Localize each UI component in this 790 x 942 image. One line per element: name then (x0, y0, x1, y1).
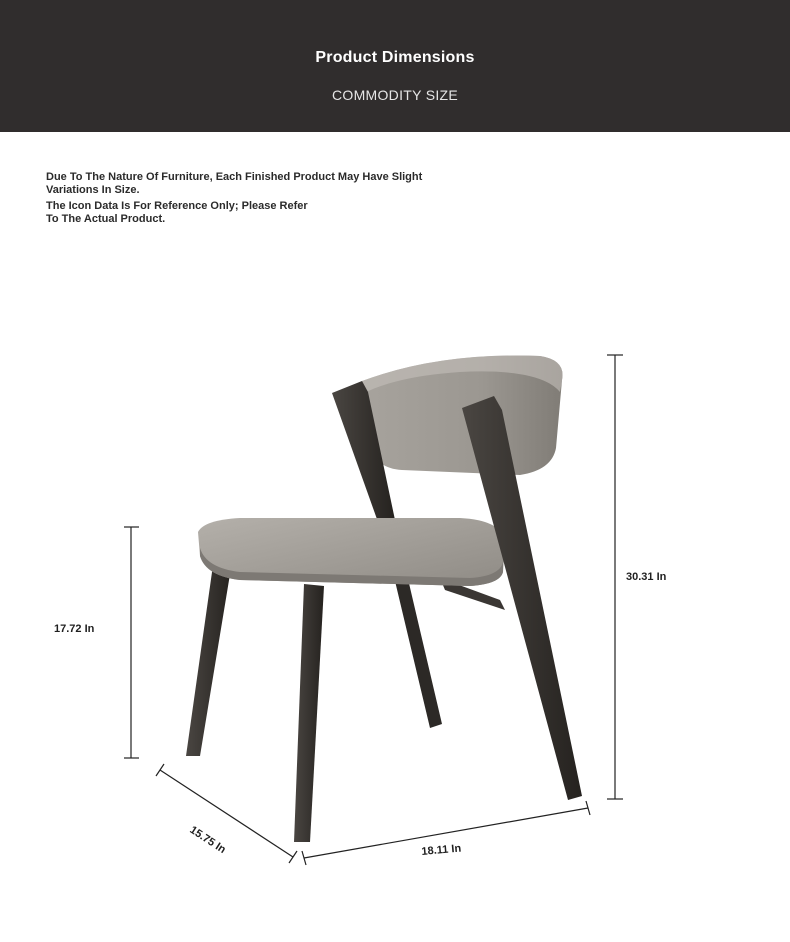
depth-label: 15.75 In (187, 824, 228, 857)
seat-height-label: 17.72 In (54, 623, 95, 635)
chair-illustration (186, 356, 582, 842)
size-variation-note: Due To The Nature Of Furniture, Each Finished Product May Have Slight Variations In Size. (46, 171, 423, 196)
depth-line (160, 770, 293, 857)
page-subtitle: COMMODITY SIZE (331, 87, 459, 103)
chair-back-left-leg (390, 560, 442, 728)
total-height-label: 30.31 In (626, 571, 667, 583)
width-label: 18.11 In (421, 842, 462, 858)
chair-front-left-leg (186, 558, 232, 756)
page-title: Product Dimensions (315, 49, 475, 66)
reference-note: The Icon Data Is For Reference Only; Please Refer To The Actual Product. (46, 200, 308, 225)
chair-front-right-leg (294, 584, 324, 842)
